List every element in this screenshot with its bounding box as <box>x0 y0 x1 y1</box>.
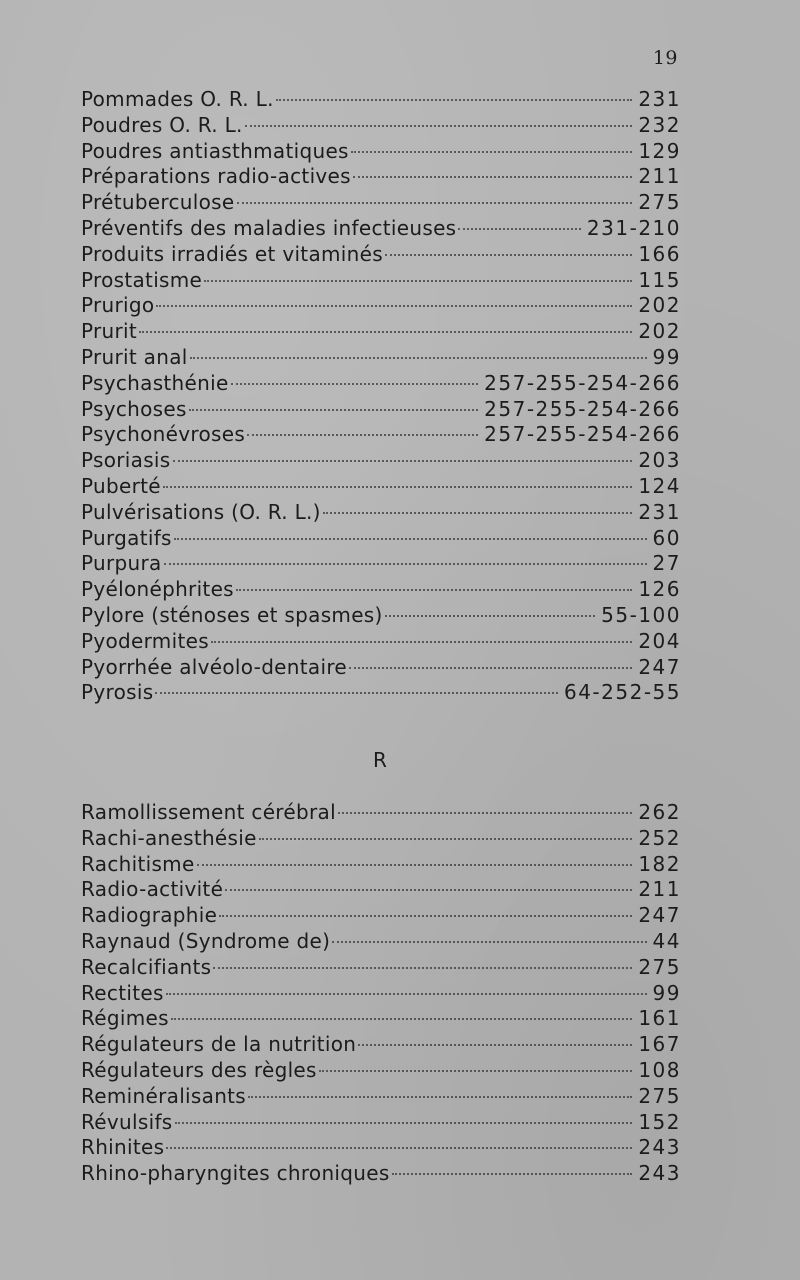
dot-leader <box>190 337 647 359</box>
index-entry-pages: 99 <box>652 344 681 369</box>
index-entry-term: Prurigo <box>81 293 155 318</box>
index-entry-term: Prostatisme <box>81 267 203 292</box>
index-entry-term: Pyélonéphrites <box>81 577 234 602</box>
index-entry-pages: 252 <box>638 825 681 850</box>
index-entry-pages: 262 <box>638 800 681 824</box>
dot-leader <box>338 792 632 814</box>
index-entry-term: Prétuberculose <box>81 190 235 215</box>
dot-leader <box>166 973 647 995</box>
index-entry-pages: 275 <box>638 190 681 215</box>
index-entry-term: Pulvérisations (O. R. L.) <box>81 499 321 524</box>
index-entry-pages: 152 <box>638 1109 681 1134</box>
index-entry-term: Recalcifiants <box>81 954 212 979</box>
index-entry-pages: 108 <box>638 1057 681 1082</box>
index-entry-pages: 60 <box>652 525 681 550</box>
index-entry-pages: 124 <box>638 473 681 498</box>
index-list-section-r <box>81 797 681 1184</box>
index-entry-term: Préparations radio-actives <box>81 164 351 189</box>
index-entry-pages: 243 <box>638 1161 681 1186</box>
index-entry-term: Psychonévroses <box>81 422 246 447</box>
dot-leader <box>166 1127 632 1149</box>
index-entry-term: Psychasthénie <box>81 370 229 395</box>
dot-leader <box>245 105 633 127</box>
index-entry-pages: 257-255-254-266 <box>484 370 681 395</box>
index-entry-term: Radio-activité <box>81 877 224 902</box>
dot-leader <box>156 285 632 307</box>
dot-leader <box>248 1076 632 1098</box>
dot-leader <box>213 947 632 969</box>
dot-leader <box>385 234 632 256</box>
dot-leader <box>259 818 633 840</box>
index-entry-pages: 275 <box>638 954 681 979</box>
index-entry-pages: 203 <box>638 448 681 473</box>
index-entry-pages: 202 <box>638 293 681 318</box>
page-number: 19 <box>652 47 678 69</box>
dot-leader <box>197 844 633 866</box>
index-entry-term: Régimes <box>81 1006 169 1031</box>
dot-leader <box>332 921 646 943</box>
dot-leader <box>385 595 596 617</box>
index-entry-pages: 99 <box>652 980 681 1005</box>
index-entry-term: Raynaud (Syndrome de) <box>81 928 331 953</box>
index-entry-pages: 257-255-254-266 <box>484 422 681 447</box>
dot-leader <box>175 1102 633 1124</box>
index-entry-pages: 211 <box>638 877 681 902</box>
index-entry-term: Régulateurs des règles <box>81 1057 317 1082</box>
index-entry <box>81 677 681 703</box>
index-entry-pages: 64-252-55 <box>563 680 681 705</box>
dot-leader <box>219 895 632 917</box>
index-entry-term: Pyodermites <box>81 628 209 653</box>
index-entry-pages: 204 <box>638 628 681 653</box>
index-entry-term: Produits irradiés et vitaminés <box>81 241 383 266</box>
dot-leader <box>349 647 632 669</box>
index-entry-pages: 247 <box>638 903 681 928</box>
index-entry-pages: 27 <box>652 551 681 576</box>
index-entry-term: Purpura <box>81 551 162 576</box>
dot-leader <box>323 492 633 514</box>
index-entry-pages: 231 <box>638 499 681 524</box>
dot-leader <box>171 998 632 1020</box>
index-entry-pages: 167 <box>638 1032 681 1057</box>
dot-leader <box>164 543 647 565</box>
index-entry-term: Radiographie <box>81 903 218 928</box>
dot-leader <box>358 1024 632 1046</box>
index-entry-term: Révulsifs <box>81 1109 173 1134</box>
dot-leader <box>231 363 479 385</box>
index-entry-term: Rachitisme <box>81 851 195 876</box>
index-entry-pages: 231-210 <box>586 215 681 240</box>
index-entry-term: Poudres O. R. L. <box>81 112 243 137</box>
index-entry-term: Puberté <box>81 473 161 498</box>
dot-leader <box>155 672 558 694</box>
index-entry-pages: 126 <box>638 577 681 602</box>
dot-leader <box>211 621 632 643</box>
dot-leader <box>236 569 632 591</box>
index-entry-term: Préventifs des maladies infectieuses <box>81 215 457 240</box>
index-entry <box>81 187 681 213</box>
dot-leader <box>163 466 632 488</box>
index-entry-pages: 129 <box>638 138 681 163</box>
index-entry-term: Prurit anal <box>81 344 188 369</box>
dot-leader <box>174 518 647 540</box>
dot-leader <box>204 260 632 282</box>
index-entry-pages: 247 <box>638 654 681 679</box>
index-entry-term: Reminéralisants <box>81 1083 247 1108</box>
dot-leader <box>139 311 632 333</box>
dot-leader <box>276 79 633 101</box>
index-entry-pages: 211 <box>638 164 681 189</box>
index-entry-pages: 257-255-254-266 <box>484 396 681 421</box>
index-entry <box>81 1158 681 1184</box>
index-entry-pages: 115 <box>638 267 681 292</box>
index-entry-term: Pommades O. R. L. <box>81 87 274 111</box>
index-entry-pages: 275 <box>638 1083 681 1108</box>
dot-leader <box>458 208 581 230</box>
index-list-section-p <box>81 84 681 703</box>
dot-leader <box>392 1153 633 1175</box>
index-entry-term: Pylore (sténoses et spasmes) <box>81 602 383 627</box>
index-entry-term: Rectites <box>81 980 164 1005</box>
index-entry-term: Rhino-pharyngites chroniques <box>81 1161 390 1186</box>
index-entry-term: Pyrosis <box>81 680 154 705</box>
index-entry-term: Pyorrhée alvéolo-dentaire <box>81 654 348 679</box>
index-entry-pages: 166 <box>638 241 681 266</box>
index-entry-term: Psychoses <box>81 396 187 421</box>
index-entry-term: Poudres antiasthmatiques <box>81 138 349 163</box>
index-entry-pages: 161 <box>638 1006 681 1031</box>
dot-leader <box>173 440 633 462</box>
index-entry-pages: 232 <box>638 112 681 137</box>
index-entry-pages: 182 <box>638 851 681 876</box>
section-letter-heading: R <box>373 748 387 772</box>
dot-leader <box>225 869 632 891</box>
index-entry-term: Psoriasis <box>81 448 171 473</box>
dot-leader <box>189 389 478 411</box>
dot-leader <box>319 1050 633 1072</box>
index-entry-term: Ramollissement cérébral <box>81 800 336 824</box>
dot-leader <box>351 131 633 153</box>
index-entry-term: Rhinites <box>81 1135 165 1160</box>
index-entry-pages: 231 <box>638 87 681 111</box>
index-entry-pages: 44 <box>652 928 681 953</box>
dot-leader <box>353 156 632 178</box>
index-entry-term: Rachi-anesthésie <box>81 825 257 850</box>
index-entry-term: Régulateurs de la nutrition <box>81 1032 357 1057</box>
index-entry-pages: 202 <box>638 319 681 344</box>
index-entry-pages: 243 <box>638 1135 681 1160</box>
dot-leader <box>237 182 633 204</box>
index-entry-pages: 55-100 <box>601 602 681 627</box>
index-entry-term: Prurit <box>81 319 138 344</box>
dot-leader <box>247 414 478 436</box>
index-entry-term: Purgatifs <box>81 525 172 550</box>
